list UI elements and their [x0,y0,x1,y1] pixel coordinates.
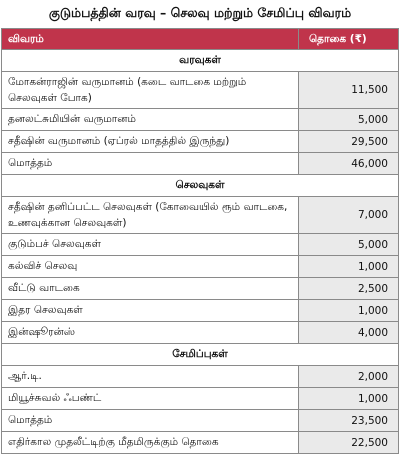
row-amount: 4,000 [299,322,399,344]
table-row [2,388,399,410]
table-row-total [2,410,399,432]
section-row-expenses [2,175,399,197]
table-row-remaining [2,432,399,454]
row-amount: 5,000 [299,234,399,256]
row-amount: 22,500 [299,432,399,454]
row-amount: 1,000 [299,388,399,410]
row-amount: 2,000 [299,366,399,388]
row-label: ஆர்.டி. [2,366,299,388]
table-row [2,366,399,388]
table-row [2,256,399,278]
row-label: சதீஷின் தனிப்பட்ட செலவுகள் (கோவையில் ரூம் வாடகை, உணவுக்கான செலவுகள்) [2,197,299,234]
row-amount: 1,000 [299,300,399,322]
row-amount: 46,000 [299,153,399,175]
row-label: குடும்பச் செலவுகள் [2,234,299,256]
table-row [2,278,399,300]
row-label: இன்ஷூரன்ஸ் [2,322,299,344]
row-amount: 1,000 [299,256,399,278]
row-label: வீட்டு வாடகை [2,278,299,300]
row-label: மியூச்சுவல் ஃபண்ட் [2,388,299,410]
table-row [2,72,399,109]
row-label: இதர செலவுகள் [2,300,299,322]
row-label: எதிர்கால முதலீட்டிற்கு மீதமிருக்கும் தொகை [2,432,299,454]
row-label: மொத்தம் [2,410,299,432]
budget-table [1,28,399,454]
section-row-savings [2,344,399,366]
row-label: தனலட்சுமியின் வருமானம் [2,109,299,131]
row-label: மோகன்ராஜின் வருமானம் (கடை வாடகை மற்றும் செலவுகள் போக) [2,72,299,109]
section-title-income: வரவுகள் [2,50,399,72]
table-row [2,197,399,234]
row-amount: 11,500 [299,72,399,109]
row-amount: 5,000 [299,109,399,131]
section-row-income [2,50,399,72]
table-row [2,300,399,322]
row-label: கல்விச் செலவு [2,256,299,278]
section-title-savings: சேமிப்புகள் [2,344,399,366]
section-title-expenses: செலவுகள் [2,175,399,197]
column-header-amount: தொகை (₹) [299,29,399,50]
row-amount: 2,500 [299,278,399,300]
row-amount: 23,500 [299,410,399,432]
page-title: குடும்பத்தின் வரவு – செலவு மற்றும் சேமிப்பு விவரம் [48,5,352,20]
table-row [2,322,399,344]
column-header-details: விவரம் [2,29,299,50]
row-label: மொத்தம் [2,153,299,175]
table-row [2,234,399,256]
table-row [2,109,399,131]
table-row [2,131,399,153]
row-amount: 29,500 [299,131,399,153]
table-row-total [2,153,399,175]
row-amount: 7,000 [299,197,399,234]
row-label: சதீஷின் வருமானம் (ஏப்ரல் மாதத்தில் இருந்து) [2,131,299,153]
table-header-row [2,29,399,50]
